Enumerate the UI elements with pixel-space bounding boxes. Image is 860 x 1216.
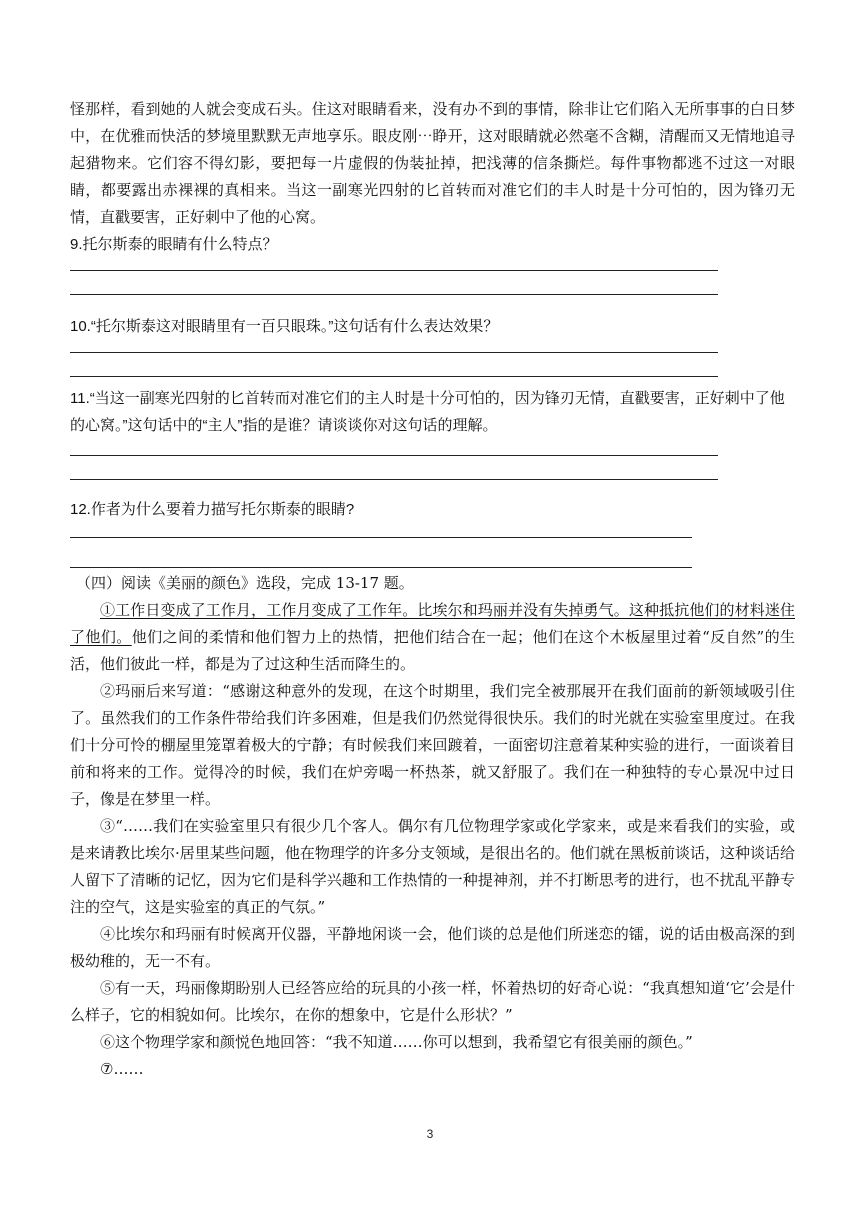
answer-line[interactable] — [70, 352, 718, 353]
passage-tail: 怪那样，看到她的人就会变成石头。住这对眼睛看来，没有办不到的事情，除非让它们陷入无所事事的白日梦中，在优雅而快活的梦境里默默无声地享乐。眼皮刚⋯睁开，这对眼睛就必然毫不含糊，清醒而又无情地追寻起猎物来。它们容不得幻影，要把每一片虚假的伪装扯掉，把浅薄的信条撕烂。每件事物都逃不过这一对眼睛，都要露出赤裸裸的真相来。当这一副寒光四射的匕首转而对准它们的丰人时是十分可怕的，因为锋刃无情，直戳要害，正好刺中了他的心窝。 — [70, 100, 795, 226]
paragraph-4: ④比埃尔和玛丽有时候离开仪器，平静地闲谈一会，他们谈的总是他们所迷恋的镭，说的话由极高深的到极幼稚的，无一不有。 — [70, 925, 795, 970]
answer-line[interactable] — [70, 567, 692, 568]
answer-line[interactable] — [70, 537, 692, 538]
answer-line[interactable] — [70, 455, 718, 456]
paragraph-5: ⑤有一天，玛丽像期盼别人已经答应给的玩具的小孩一样，怀着热切的好奇心说：“我真想知道‘它’会是什么样子，它的相貌如何。比埃尔，在你的想象中，它是什么形状？” — [70, 979, 795, 1024]
paragraph-3: ③“……我们在实验室里只有很少几个客人。偶尔有几位物理学家或化学家来，或是来看我们的实验，或是来请教比埃尔·居里某些问题，他在物理学的许多分支领域，是很出名的。他们就在黑板前谈话，这种谈话给人留下了清晰的记忆，因为它们是科学兴趣和工作热情的一种提神剂，并不打断思考的进行，也不扰乱平静专注的空气，这是实验室的真正的气氛。” — [70, 817, 795, 916]
question-11: 11.“当这一副寒光四射的匕首转而对准它们的主人时是十分可怕的，因为锋刃无情，直戳要害，正好刺中了他的心窝。”这句话中的“主人”指的是谁？请谈谈你对这句话的理解。 — [70, 390, 785, 434]
question-10: 10.“托尔斯泰这对眼睛里有一百只眼珠。”这句话有什么表达效果？ — [70, 318, 499, 335]
answer-line[interactable] — [70, 479, 718, 480]
paragraph-1-rest: 他们之间的柔情和他们智力上的热情，把他们结合在一起；他们在这个木板屋里过着“反自然”的生活，他们彼此一样，都是为了过这种生活而降生的。 — [70, 628, 795, 673]
page-content — [70, 96, 795, 1083]
paragraph-7: ⑦…… — [100, 1060, 144, 1078]
paragraph-1 — [70, 597, 795, 678]
answer-line[interactable] — [70, 376, 718, 377]
paragraph-2: ②玛丽后来写道：“感谢这种意外的发现，在这个时期里，我们完全被那展开在我们面前的新领域吸引住了。虽然我们的工作条件带给我们许多困难，但是我们仍然觉得很快乐。我们的时光就在实验室里度过。在我们十分可怜的棚屋里笼罩着极大的宁静；有时候我们来回踱着，一面密切注意着某种实验的进行，一面谈着目前和将来的工作。觉得冷的时候，我们在炉旁喝一杯热茶，就又舒服了。我们在一种独特的专心景况中过日子，像是在梦里一样。 — [70, 682, 795, 808]
answer-line[interactable] — [70, 270, 718, 271]
page-number: 3 — [426, 1127, 434, 1141]
question-12: 12.作者为什么要着力描写托尔斯泰的眼睛? — [70, 501, 355, 518]
section-heading: （四）阅读《美丽的颜色》选段，完成 13-17 题。 — [76, 574, 414, 592]
paragraph-6: ⑥这个物理学家和颜悦色地回答：“我不知道……你可以想到，我希望它有很美丽的颜色。” — [100, 1033, 693, 1051]
underlined-sentence: ①工作日变成了工作月，工作月变成了工作年。比埃尔和玛丽并没有失掉勇气。这种抵抗他们的材料迷住了他们。 — [70, 601, 795, 646]
question-9: 9.托尔斯泰的眼睛有什么特点？ — [70, 236, 278, 253]
